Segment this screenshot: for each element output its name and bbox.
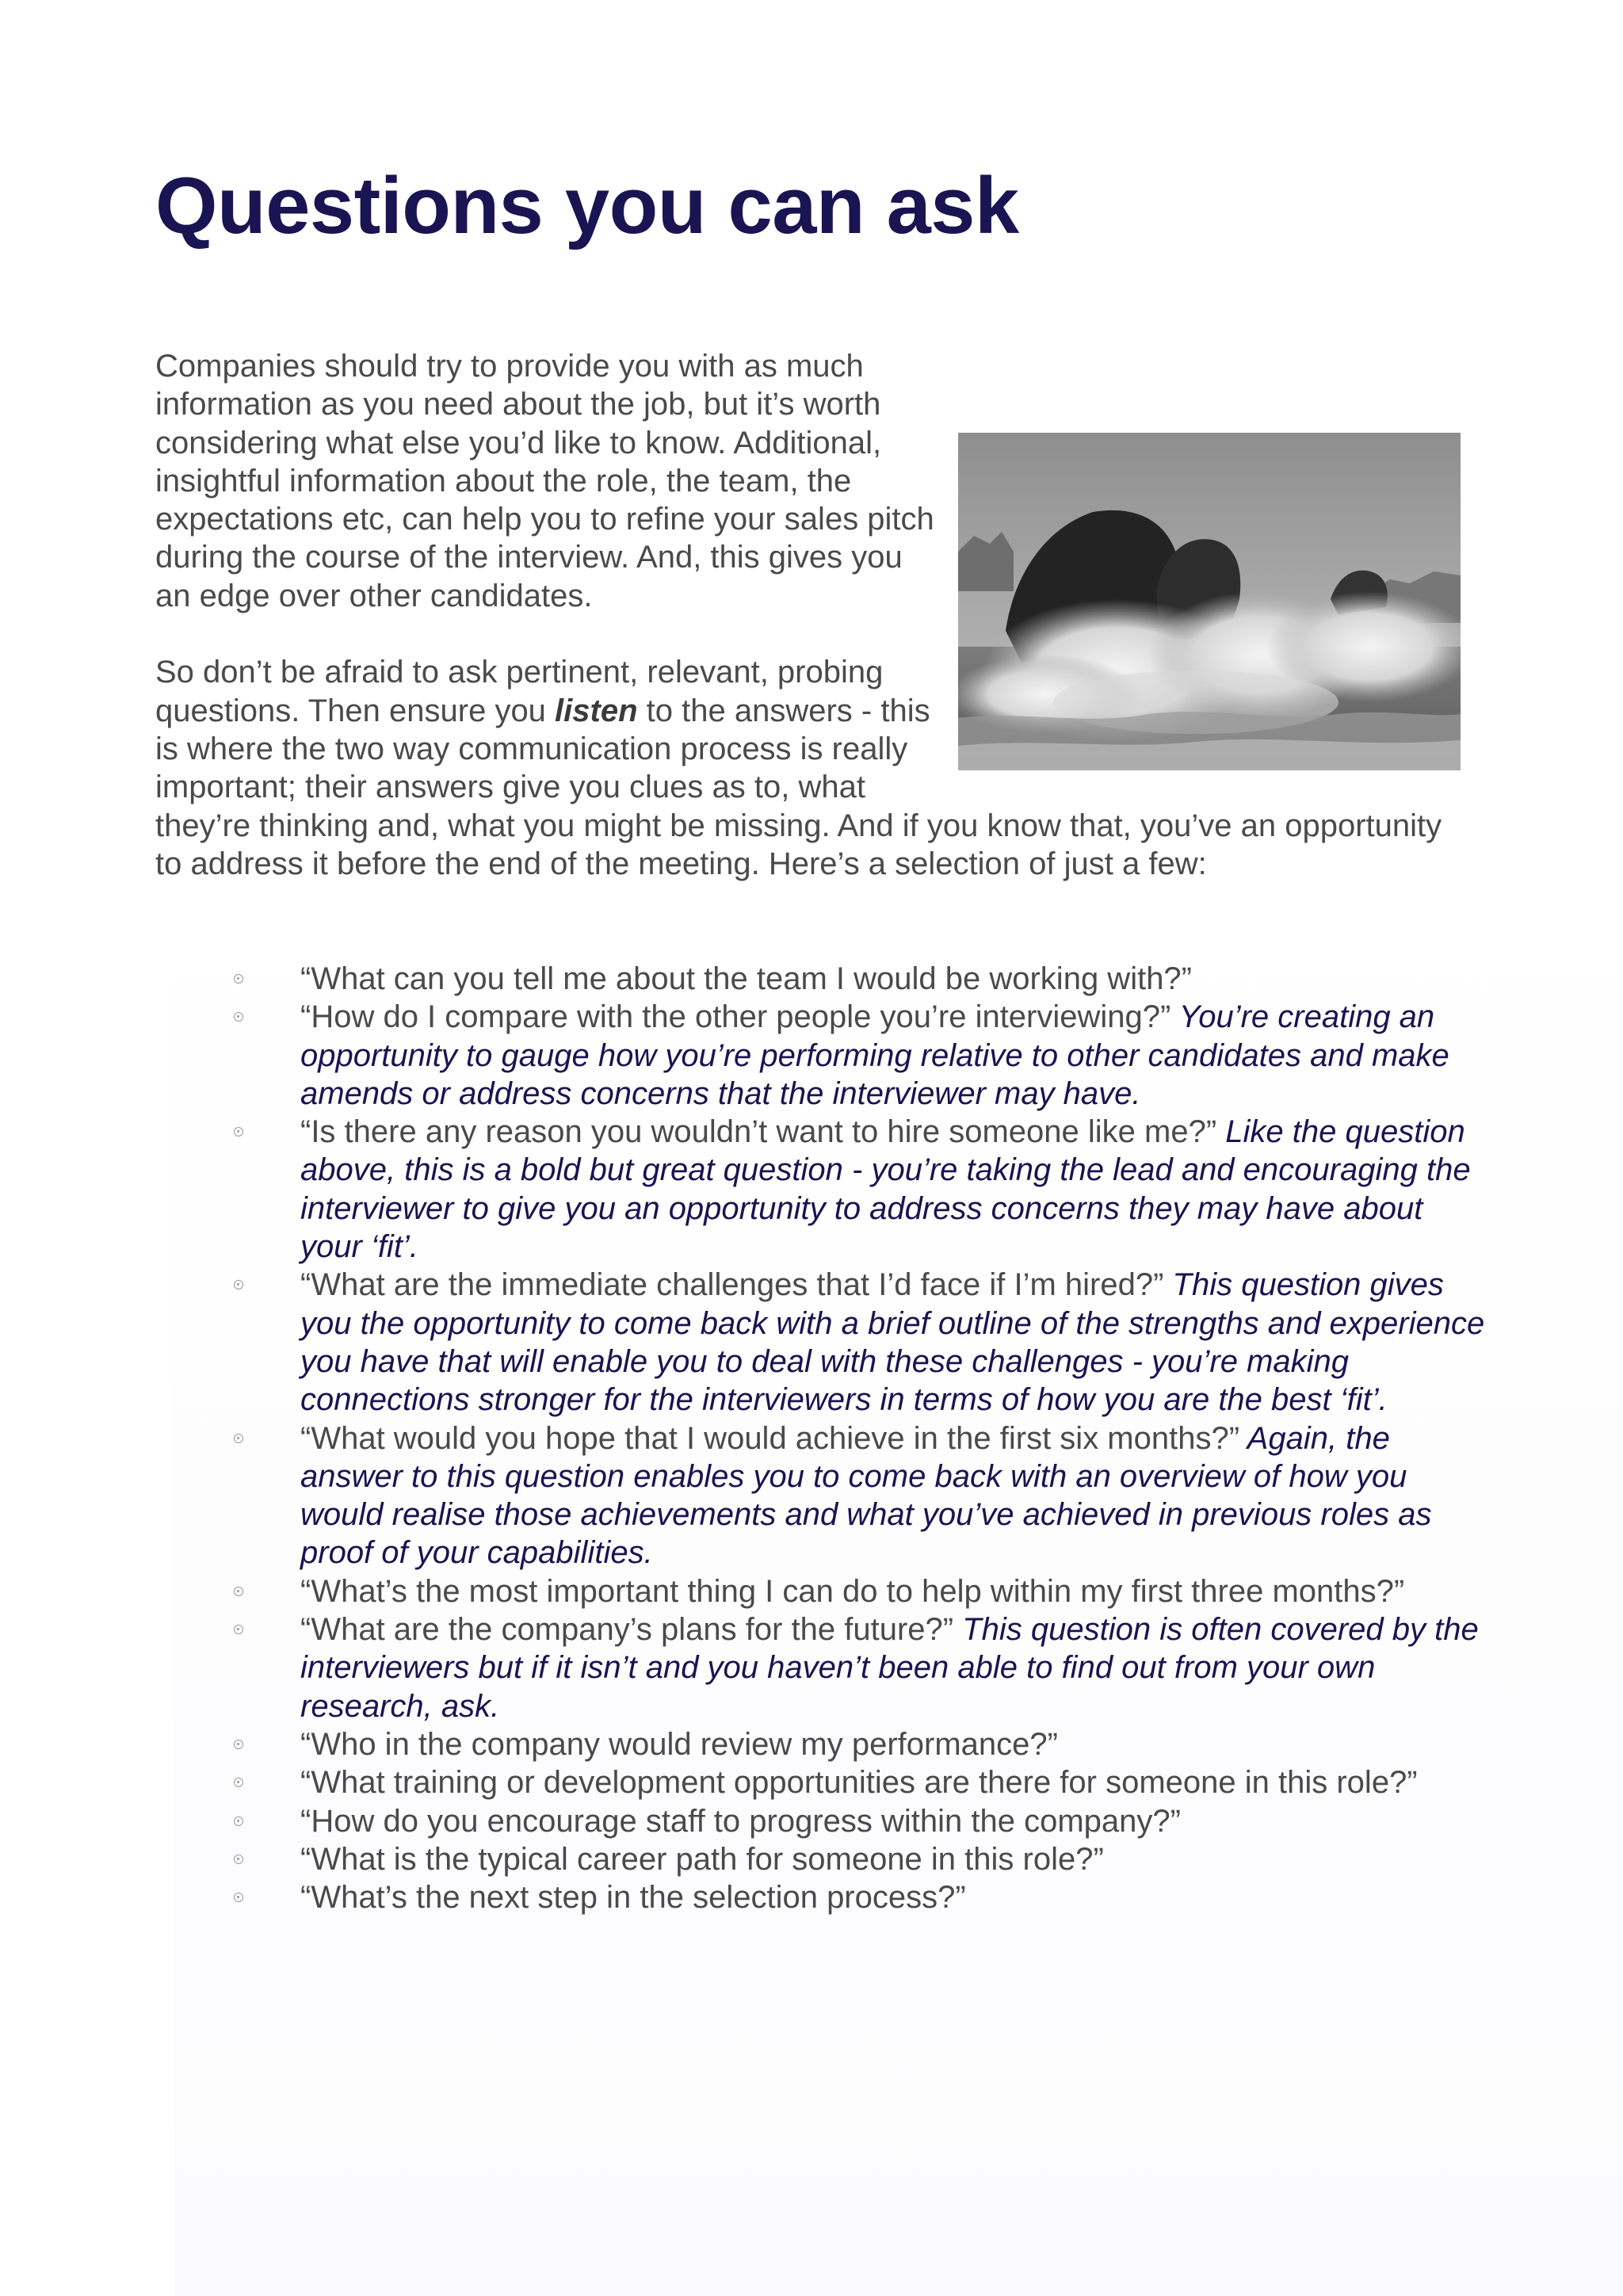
question-text: “What are the immediate challenges that I’d face if I’m hired?”	[300, 1267, 1164, 1303]
bullet-icon	[234, 1893, 243, 1902]
question-note: Again, the answer to this question enables you to come back with an overview of how you would realise those achievements and what you’ve achieved in previous roles as proof of your capabilities.	[300, 1420, 1432, 1571]
list-item	[155, 1725, 1487, 1763]
question-note: Like the question above, this is a bold but great question - you’re taking the lead and encouraging the interviewer to give you an opportunity to address concerns they may have about your ‘fit’.	[300, 1114, 1471, 1265]
question-text: “Is there any reason you wouldn’t want to hire someone like me?”	[300, 1114, 1217, 1150]
intro-paragraph-2-end: to the answers - this is where the two way communication process is really important; their answers give you clues as to, what they’re thinking and, what you might be missing. And if you know that, you’ve an opportunity to address it before the end of the meeting. Here’s a selection of just a few:	[155, 693, 1442, 881]
list-item	[155, 998, 1487, 1113]
list-item	[155, 1610, 1487, 1725]
listen-emphasis: listen	[555, 693, 638, 728]
bullet-icon	[234, 1855, 243, 1864]
bullet-icon	[234, 1587, 243, 1596]
question-text: “What is the typical career path for someone in this role?”	[300, 1841, 1104, 1877]
bullet-icon	[234, 1625, 243, 1634]
bullet-icon	[234, 1012, 243, 1022]
bullet-icon	[234, 1127, 243, 1137]
question-note: You’re creating an opportunity to gauge how you’re performing relative to other candidates and make amends or address concerns that the interviewer may have.	[300, 999, 1449, 1111]
question-text: “What can you tell me about the team I would be working with?”	[300, 961, 1192, 996]
question-text: “What would you hope that I would achieve in the first six months?”	[300, 1420, 1240, 1456]
list-item	[155, 1572, 1487, 1610]
bullet-icon	[234, 1817, 243, 1826]
question-list	[155, 960, 1487, 1916]
question-text: “Who in the company would review my performance?”	[300, 1726, 1058, 1762]
crashing-waves-photo	[958, 433, 1461, 770]
question-text: “How do I compare with the other people you’re interviewing?”	[300, 999, 1171, 1035]
list-item	[155, 1113, 1487, 1266]
question-note: This question gives you the opportunity to come back with a brief outline of the strengths and experience you have that will enable you to deal with these challenges - you’re making connections stronger for the interviewers in terms of how you are the best ‘fit’.	[300, 1267, 1485, 1418]
intro-paragraph-1: Companies should try to provide you with as much information as you need about the job, but it’s worth considering what else you’d like to know. Additional, insightful information about the role, the team, the expectations etc, can help you to refine your sales pitch during the course of the interview. And, this gives you an edge over other candidates.	[155, 349, 934, 613]
question-text: “What training or development opportunities are there for someone in this role?”	[300, 1765, 1418, 1801]
bullet-icon	[234, 1280, 243, 1289]
list-item	[155, 1763, 1487, 1801]
bullet-icon	[234, 1740, 243, 1749]
intro-section	[155, 347, 1471, 883]
list-item	[155, 1840, 1487, 1878]
question-text: “What’s the next step in the selection process?”	[300, 1880, 966, 1916]
question-note: This question is often covered by the interviewers but if it isn’t and you haven’t been able to find out from your own research, ask.	[300, 1612, 1479, 1724]
question-text: “How do you encourage staff to progress within the company?”	[300, 1803, 1181, 1839]
list-item	[155, 1878, 1487, 1916]
list-item	[155, 1802, 1487, 1840]
intro-paragraph-2-start: So don’t be afraid to ask pertinent, relevant, probing questions. Then ensure you	[155, 655, 884, 728]
list-item	[155, 1419, 1487, 1572]
bullet-icon	[234, 974, 243, 984]
page-title: Questions you can ask	[155, 162, 1019, 250]
list-item	[155, 960, 1487, 998]
question-text: “What are the company’s plans for the future?”	[300, 1612, 954, 1648]
list-item	[155, 1266, 1487, 1419]
bullet-icon	[234, 1778, 243, 1787]
question-text: “What’s the most important thing I can do to help within my first three months?”	[300, 1573, 1405, 1609]
bullet-icon	[234, 1434, 243, 1443]
